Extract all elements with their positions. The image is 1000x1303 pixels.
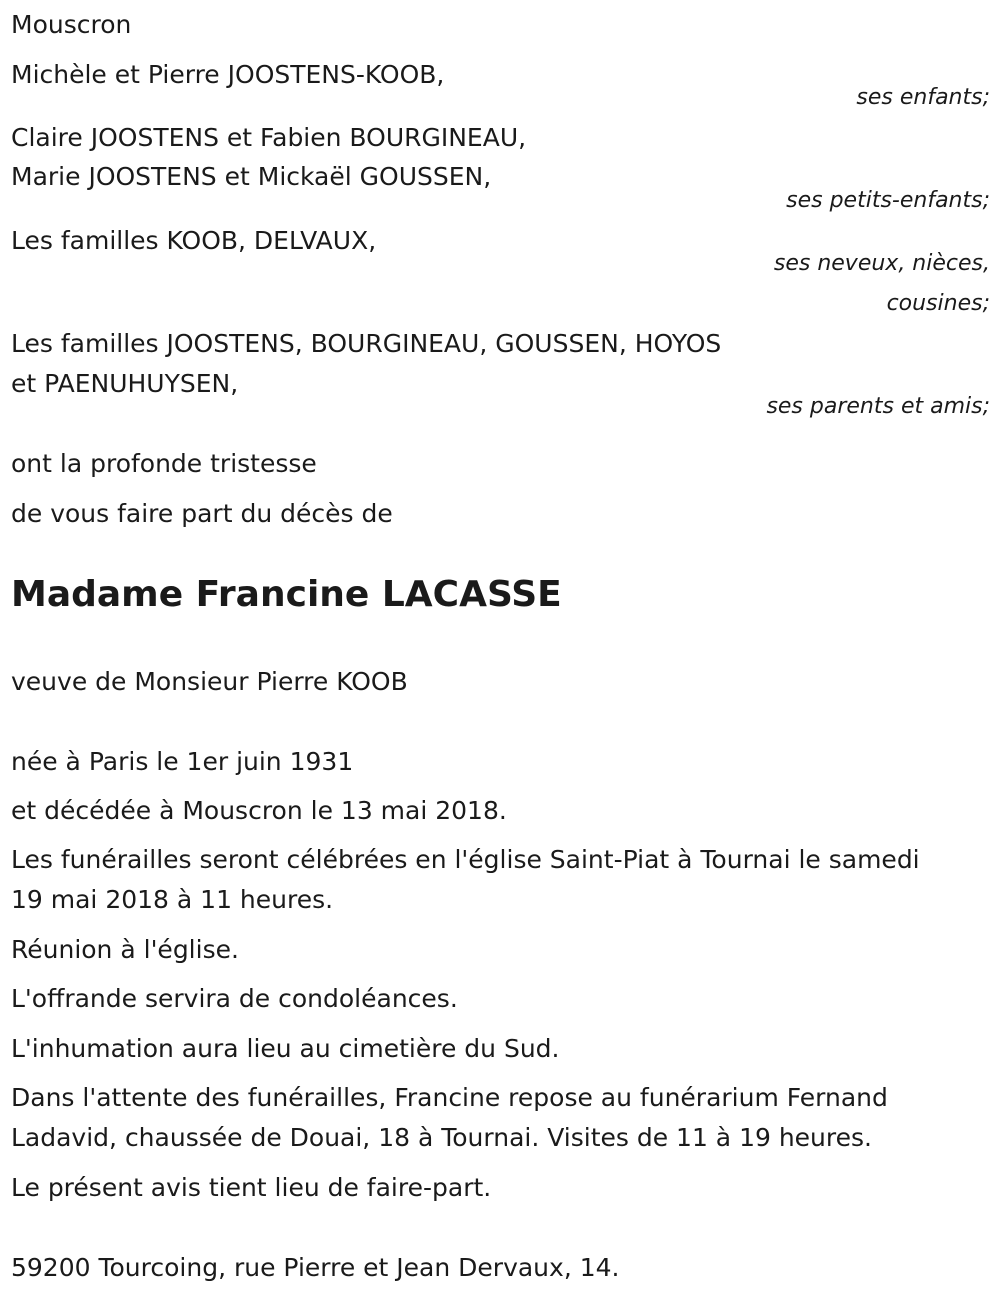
family-line: Marie JOOSTENS et Mickaël GOUSSEN,	[11, 162, 492, 191]
family-role: ses neveux, nièces,	[773, 251, 990, 276]
family-role: ses petits-enfants;	[786, 188, 990, 213]
family-role: ses parents et amis;	[766, 394, 990, 419]
family-line: Michèle et Pierre JOOSTENS-KOOB,	[11, 60, 445, 89]
widow-of: veuve de Monsieur Pierre KOOB	[11, 667, 408, 696]
detail-line: 19 mai 2018 à 11 heures.	[11, 885, 334, 914]
announcement-line: ont la profonde tristesse	[11, 449, 317, 478]
detail-line: Le présent avis tient lieu de faire-part.	[11, 1173, 492, 1202]
detail-line: Ladavid, chaussée de Douai, 18 à Tournai. Visites de 11 à 19 heures.	[11, 1123, 872, 1152]
family-role: ses enfants;	[856, 85, 990, 110]
family-line: Les familles JOOSTENS, BOURGINEAU, GOUSSEN, HOYOS	[11, 329, 722, 358]
family-line: Les familles KOOB, DELVAUX,	[11, 226, 377, 255]
detail-line: L'offrande servira de condoléances.	[11, 984, 458, 1013]
address: 59200 Tourcoing, rue Pierre et Jean Dervaux, 14.	[11, 1253, 620, 1282]
family-line: et PAENUHUYSEN,	[11, 369, 239, 398]
city-heading: Mouscron	[11, 10, 132, 39]
detail-line: née à Paris le 1er juin 1931	[11, 747, 354, 776]
announcement-line: de vous faire part du décès de	[11, 499, 393, 528]
deceased-name: Madame Francine LACASSE	[11, 574, 562, 615]
detail-line: Réunion à l'église.	[11, 935, 239, 964]
detail-line: Dans l'attente des funérailles, Francine repose au funérarium Fernand	[11, 1083, 888, 1112]
detail-line: Les funérailles seront célébrées en l'église Saint-Piat à Tournai le samedi	[11, 845, 920, 874]
detail-line: L'inhumation aura lieu au cimetière du Sud.	[11, 1034, 560, 1063]
family-role: cousines;	[886, 291, 990, 316]
family-line: Claire JOOSTENS et Fabien BOURGINEAU,	[11, 123, 527, 152]
detail-line: et décédée à Mouscron le 13 mai 2018.	[11, 796, 507, 825]
